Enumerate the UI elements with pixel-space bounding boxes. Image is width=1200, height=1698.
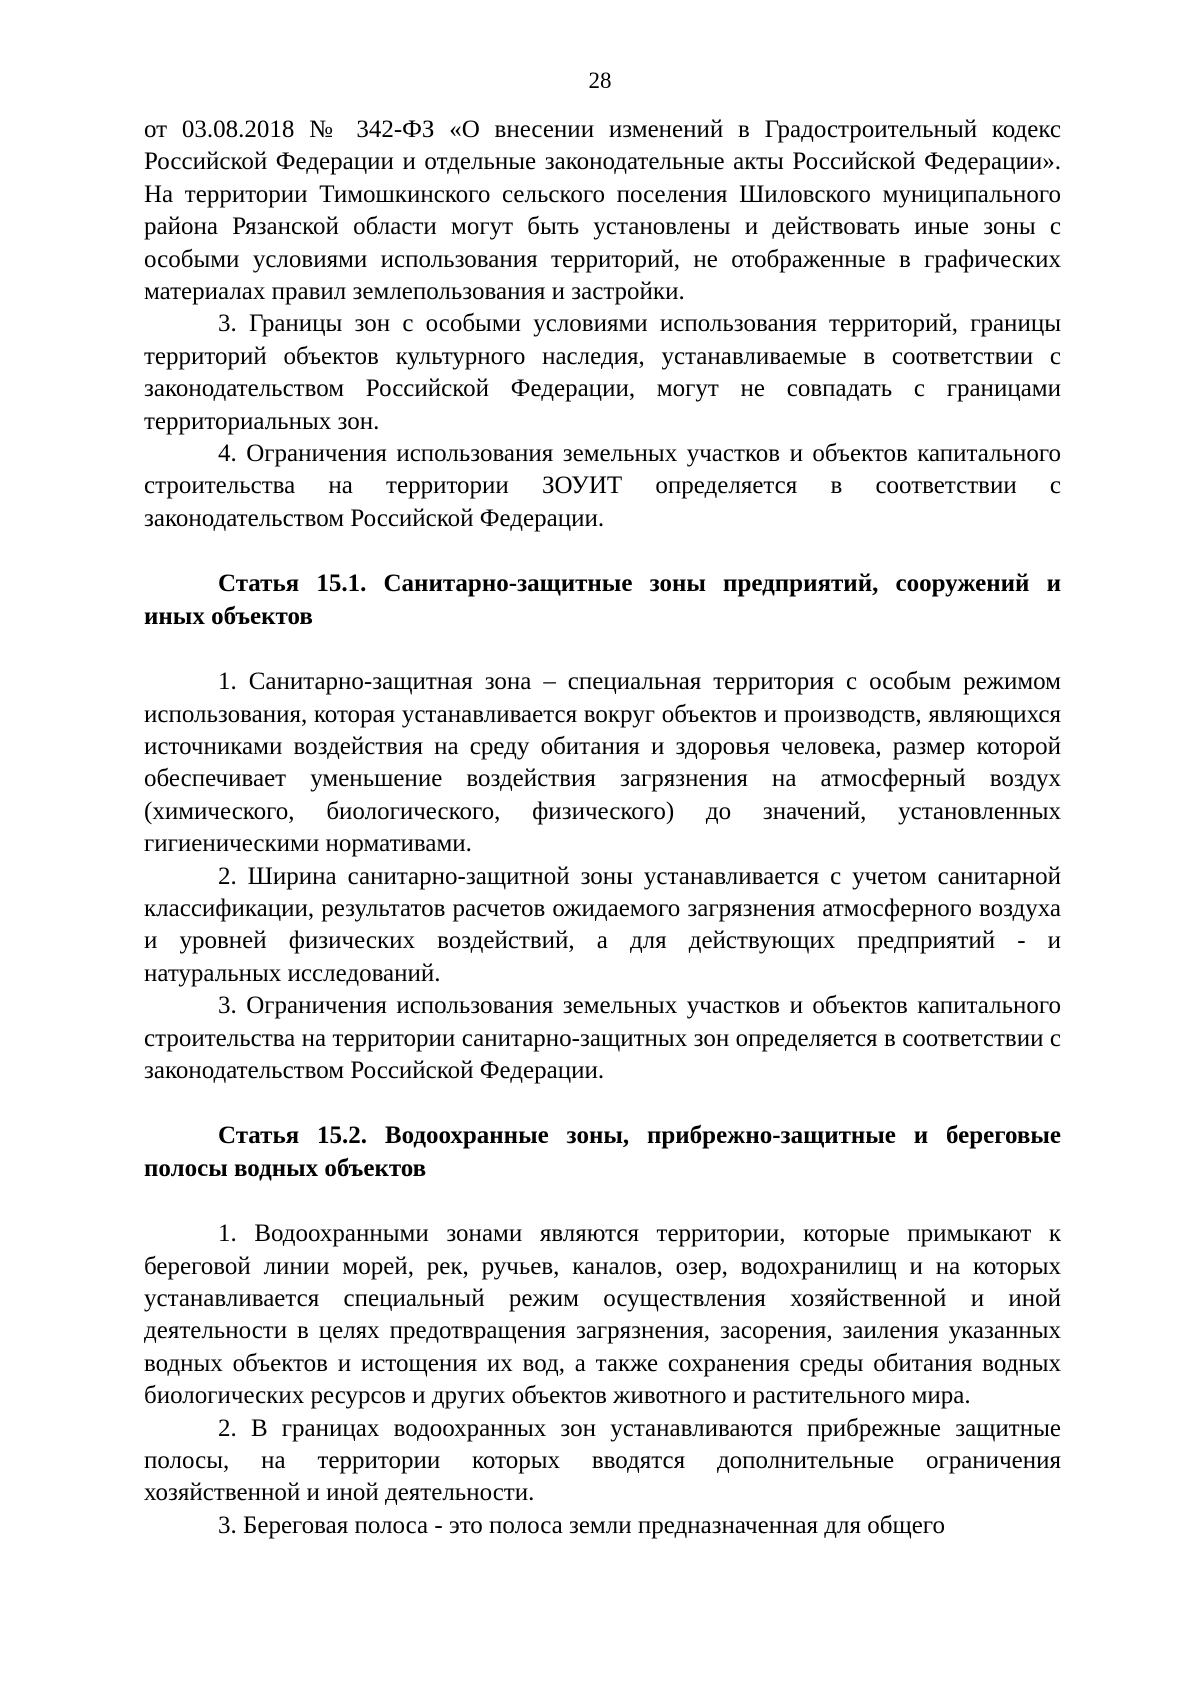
document-body <box>144 114 1061 1542</box>
article-heading-15-2: Статья 15.2. Водоохранные зоны, прибрежно-защитные и береговые полосы водных объектов <box>144 1122 1061 1182</box>
paragraph-continuation: от 03.08.2018 № 342-ФЗ «О внесении изменений в Градостроительный кодекс Российской Федерации и отдельные законодательные акты Российской Федерации». На территории Тимошкинского сельского поселения Шиловского муниципального района Рязанской области могут быть установлены и действовать иные зоны с особыми условиями использования территорий, не отображенные в графических материалах правил землепользования и застройки. <box>144 116 1061 306</box>
paragraph-item-3-zone-borders: 3. Границы зон с особыми условиями использования территорий, границы территорий объектов культурного наследия, устанавливаемые в соответствии с законодательством Российской Федерации, могут не совпадать с границами территориальных зон. <box>144 310 1061 435</box>
page-number: 28 <box>588 68 612 93</box>
paragraph-sanitary-zone-restrictions: 3. Ограничения использования земельных участков и объектов капитального строительства на территории санитарно-защитных зон определяется в соответствии с законодательством Российской Федерации. <box>144 992 1061 1084</box>
paragraph-item-4-zouit-restrictions: 4. Ограничения использования земельных участков и объектов капитального строительства на территории ЗОУИТ определяется в соответствии с законодательством Российской Федерации. <box>144 440 1061 532</box>
paragraph-water-protection-zones: 1. Водоохранными зонами являются территории, которые примыкают к береговой линии морей, рек, ручьев, каналов, озер, водохранилищ и на которых устанавливается специальный режим осуществления хозяйственной и иной деятельности в целях предотвращения загрязнения, засорения, заиления указанных водных объектов и истощения их вод, а также сохранения среды обитания водных биологических ресурсов и других объектов животного и растительного мира. <box>144 1220 1061 1410</box>
paragraph-sanitary-zone-definition: 1. Санитарно-защитная зона – специальная территория с особым режимом использования, которая устанавливается вокруг объектов и производств, являющихся источниками воздействия на среду обитания и здоровья человека, размер которой обеспечивает уменьшение воздействия загрязнения на атмосферный воздух (химического, биологического, физического) до значений, установленных гигиеническими нормативами. <box>144 668 1061 858</box>
paragraph-shore-strip: 3. Береговая полоса - это полоса земли предназначенная для общего <box>218 1511 945 1539</box>
paragraph-sanitary-zone-width: 2. Ширина санитарно-защитной зоны устанавливается с учетом санитарной классификации, результатов расчетов ожидаемого загрязнения атмосферного воздуха и уровней физических воздействий, а для действующих предприятий - и натуральных исследований. <box>144 862 1061 987</box>
article-heading-15-1: Статья 15.1. Санитарно-защитные зоны предприятий, сооружений и иных объектов <box>144 570 1061 630</box>
paragraph-coastal-protective-strips: 2. В границах водоохранных зон устанавливаются прибрежные защитные полосы, на территории которых вводятся дополнительные ограничения хозяйственной и иной деятельности. <box>144 1414 1061 1507</box>
